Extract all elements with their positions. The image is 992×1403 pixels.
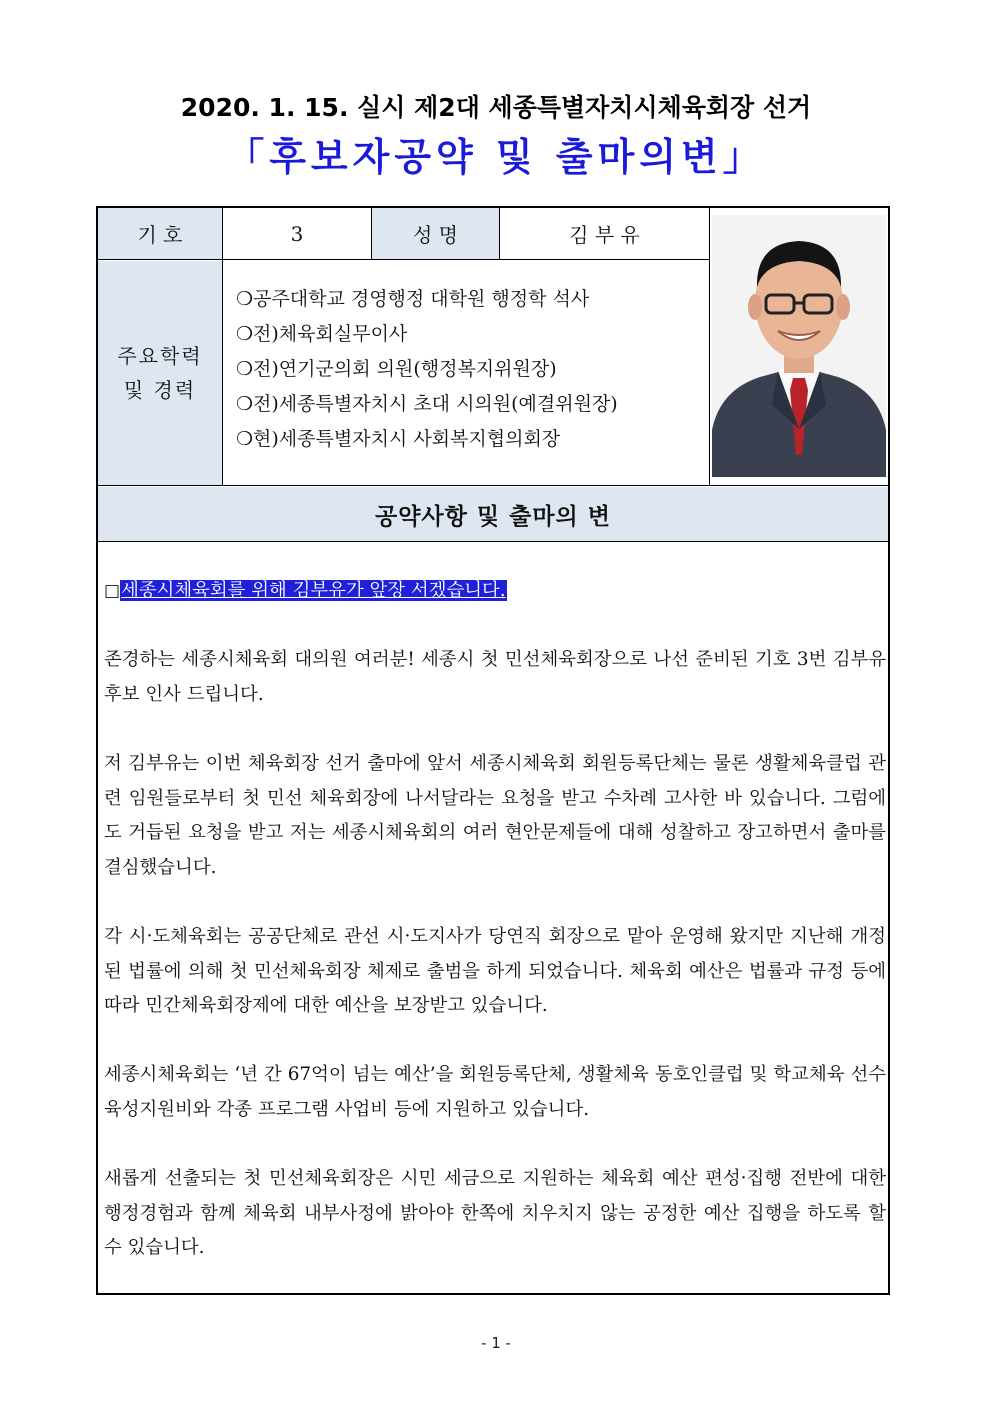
number-label: 기 호 — [137, 223, 183, 247]
col-divider — [709, 208, 710, 485]
candidate-portrait-illustration — [712, 215, 886, 477]
election-title: 2020. 1. 15. 실시 제2대 세종특별자치시체육회장 선거 — [180, 93, 812, 122]
number-value-cell — [223, 208, 371, 259]
number-label-cell — [98, 208, 222, 259]
career-item: ❍공주대학교 경영행정 대학원 행정학 석사 — [236, 288, 590, 310]
col-divider — [371, 208, 372, 259]
paragraph: 저 김부유는 이번 체육회장 선거 출마에 앞서 세종시체육회 회원등록단체는 물론 생활체육클럽 관련 임원들로부터 첫 민선 체육회장에 나서달라는 요청을 받고 수차례 고사한 바 있습니다. 그럼에도 거듭된 요청을 받고 저는 세종시체육회의 여러 현안문제들에 대해 성찰하고 장고하면서 출마를 결심했습니다. — [104, 752, 886, 878]
number-value: 3 — [290, 221, 304, 246]
row-divider — [98, 485, 888, 486]
row-divider — [98, 541, 888, 542]
headline-line — [104, 574, 886, 609]
career-label-line1: 주요학력 — [117, 344, 203, 368]
name-label: 성 명 — [413, 223, 458, 247]
pledge-body — [104, 574, 886, 1300]
career-label-line2: 및 경력 — [123, 378, 197, 402]
paragraph: 세종시체육회는 ‘년 간 67억이 넘는 예산’을 회원등록단체, 생활체육 동호인클럽 및 학교체육 선수 육성지원비와 각종 프로그램 사업비 등에 지원하고 있습니다. — [104, 1064, 886, 1120]
career-item: ❍전)세종특별자치시 초대 시의원(예결위원장) — [236, 393, 618, 415]
section-title-text: 공약사항 및 출마의 변 — [375, 502, 611, 530]
candidate-photo — [712, 215, 886, 477]
col-divider — [499, 208, 500, 259]
name-label-cell — [372, 208, 499, 259]
paragraph: 새롭게 선출되는 첫 민선체육회장은 시민 세금으로 지원하는 체육회 예산 편성·집행 전반에 대한 행정경험과 함께 체육회 내부사정에 밝아야 한쪽에 치우치지 않는 공정한 예산 집행을 하도록 할 수 있습니다. — [104, 1168, 887, 1259]
name-value: 김 부 유 — [569, 223, 640, 247]
career-label-cell — [98, 261, 222, 485]
page-number: - 1 - — [481, 1334, 511, 1352]
row-divider — [98, 259, 710, 260]
checkbox-icon: □ — [104, 581, 121, 601]
paragraph: 각 시·도체육회는 공공단체로 관선 시·도지사가 당연직 회장으로 맡아 운영해 왔지만 지난해 개정된 법률에 의해 첫 민선체육회장 체제로 출범을 하게 되었습니다. 체육회 예산은 법률과 규정 등에 따라 민간체육회장제에 대한 예산을 보장받고 있습니다. — [104, 925, 886, 1017]
name-value-cell — [500, 208, 709, 259]
document-title: 「후보자공약 및 출마의변」 — [226, 135, 766, 179]
career-item: ❍전)연기군의회 의원(행정복지위원장) — [236, 358, 557, 380]
career-list — [236, 282, 706, 457]
career-item: ❍현)세종특별자치시 사회복지협의회장 — [236, 428, 561, 450]
career-item: ❍전)체육회실무이사 — [236, 323, 408, 345]
col-divider — [222, 208, 223, 485]
paragraph: 존경하는 세종시체육회 대의원 여러분! 세종시 첫 민선체육회장으로 나선 준비된 기호 3번 김부유 후보 인사 드립니다. — [104, 649, 886, 705]
section-title — [98, 487, 888, 541]
headline: 세종시체육회를 위해 김부유가 앞장 서겠습니다. — [121, 580, 506, 601]
